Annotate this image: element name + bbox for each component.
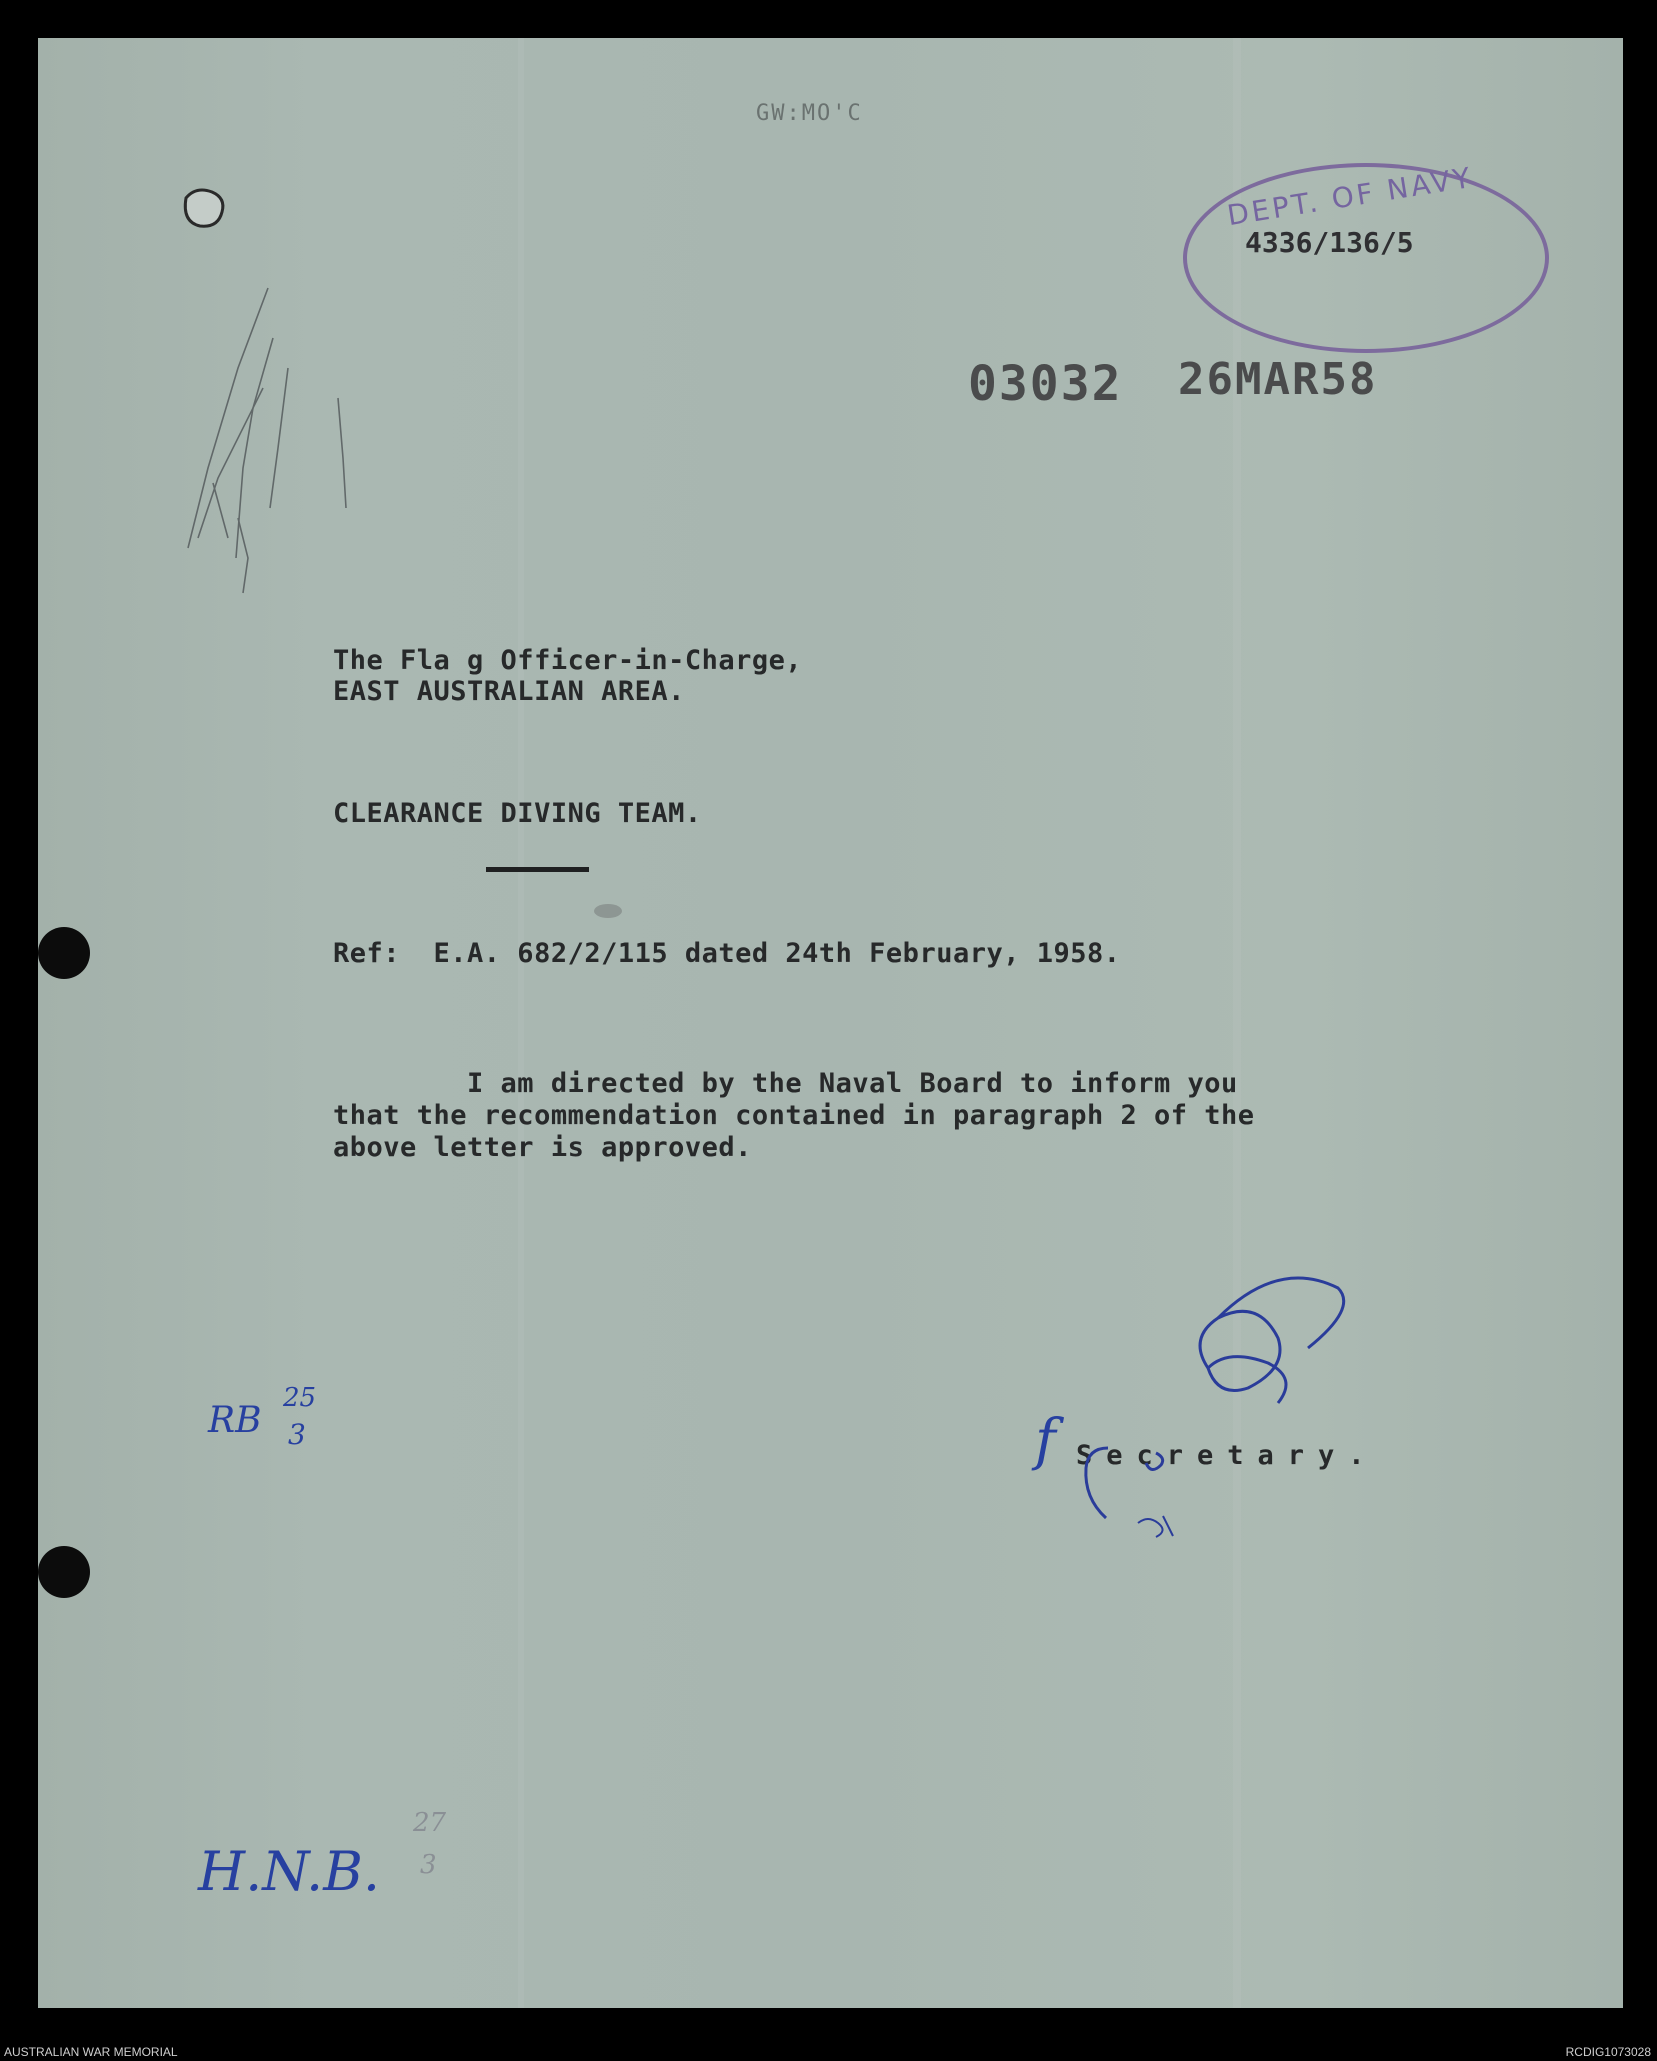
bottom-date-bottom: 3 — [420, 1850, 437, 1880]
body-line-2: that the recommendation contained in paragraph 2 of the — [333, 1100, 1255, 1131]
handwriting-marks — [38, 38, 1623, 2008]
body-line-1: I am directed by the Naval Board to inform you — [333, 1068, 1238, 1099]
stamp-dept-text: DEPT. OF NAVY — [1224, 160, 1476, 233]
dispatch-number: 03032 — [968, 356, 1123, 412]
reference-line: Ref: E.A. 682/2/115 dated 24th February, 1958. — [333, 938, 1121, 969]
footer-left: AUSTRALIAN WAR MEMORIAL — [4, 2045, 178, 2059]
ink-smudge — [594, 904, 622, 918]
small-initials-scribble — [1138, 1516, 1173, 1537]
for-prefix: f — [1035, 1408, 1056, 1473]
bottom-date-top: 27 — [413, 1808, 447, 1838]
dispatch-date: 26MAR58 — [1178, 354, 1378, 405]
body-line-3: above letter is approved. — [333, 1132, 752, 1163]
left-date-top: 25 — [283, 1383, 317, 1413]
signature-title: Secretary. — [1076, 1440, 1379, 1471]
subject-line: CLEARANCE DIVING TEAM. — [333, 798, 702, 829]
pencil-marks — [188, 288, 346, 593]
left-date-bottom: 3 — [288, 1418, 306, 1451]
staple-tear-mark — [185, 190, 223, 226]
stamp-file-number: 4336/136/5 — [1245, 226, 1414, 259]
addressee-line-1: The Fla g Officer-in-Charge, — [333, 645, 803, 676]
left-initials: RB — [208, 1400, 262, 1441]
reference-initials: GW:MO'C — [756, 101, 863, 126]
footer-right: RCDIG1073028 — [1565, 2045, 1651, 2059]
document-page — [38, 38, 1623, 2008]
signature-scribble — [1086, 1278, 1344, 1518]
addressee-line-2: EAST AUSTRALIAN AREA. — [333, 676, 685, 707]
bottom-initials: H.N.B. — [198, 1840, 381, 1903]
